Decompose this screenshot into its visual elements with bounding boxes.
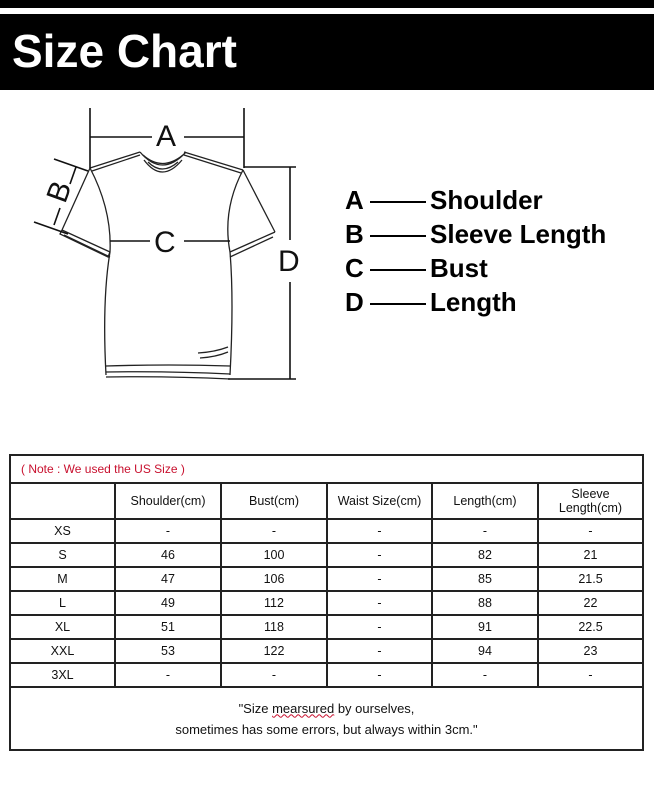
legend-item-bust: C Bust: [345, 253, 488, 283]
size-table: [9, 454, 644, 751]
table-row: [10, 591, 643, 615]
cell-waist: -: [327, 591, 432, 615]
cell-bust: 122: [221, 639, 327, 663]
table-row: [10, 543, 643, 567]
cell-bust: -: [221, 663, 327, 687]
table-row: [10, 615, 643, 639]
table-header-row: [10, 483, 643, 519]
cell-length: 88: [432, 591, 538, 615]
cell-sleeve: -: [538, 519, 643, 543]
note-row: [10, 455, 643, 483]
title-bar: [0, 14, 654, 90]
header-size: [10, 483, 115, 519]
dimension-label-c: C: [154, 226, 176, 259]
cell-sleeve: 21: [538, 543, 643, 567]
cell-shoulder: -: [115, 663, 221, 687]
legend-item-length: D Length: [345, 287, 517, 317]
cell-shoulder: 49: [115, 591, 221, 615]
cell-waist: -: [327, 639, 432, 663]
cell-waist: -: [327, 519, 432, 543]
cell-shoulder: -: [115, 519, 221, 543]
tshirt-diagram: [30, 100, 310, 390]
cell-shoulder: 46: [115, 543, 221, 567]
cell-shoulder: 51: [115, 615, 221, 639]
legend-item-sleeve-length: B Sleeve Length: [345, 219, 607, 249]
cell-waist: -: [327, 543, 432, 567]
cell-bust: 112: [221, 591, 327, 615]
cell-bust: 100: [221, 543, 327, 567]
cell-waist: -: [327, 663, 432, 687]
header-bust: Bust(cm): [221, 483, 327, 519]
cell-size: XXL: [10, 639, 115, 663]
cell-size: S: [10, 543, 115, 567]
header-shoulder: Shoulder(cm): [115, 483, 221, 519]
legend-item-shoulder: A Shoulder: [345, 185, 543, 215]
cell-length: 94: [432, 639, 538, 663]
misspelled-word: mearsured: [272, 700, 335, 716]
cell-sleeve: 22: [538, 591, 643, 615]
cell-shoulder: 47: [115, 567, 221, 591]
cell-shoulder: 53: [115, 639, 221, 663]
cell-bust: -: [221, 519, 327, 543]
header-waist: Waist Size(cm): [327, 483, 432, 519]
dimension-label-d: D: [278, 245, 300, 278]
measurement-disclaimer: "Size mearsured by ourselves, sometimes has some errors, but always within 3cm.": [10, 687, 643, 750]
footer-row: [10, 687, 643, 750]
dash-line: [370, 235, 426, 237]
cell-size: L: [10, 591, 115, 615]
table-row: [10, 639, 643, 663]
cell-size: M: [10, 567, 115, 591]
measurement-legend: [345, 183, 606, 319]
cell-sleeve: -: [538, 663, 643, 687]
dimension-label-a: A: [156, 120, 177, 153]
dash-line: [370, 269, 426, 271]
cell-length: 91: [432, 615, 538, 639]
dash-line: [370, 201, 426, 203]
header-length: Length(cm): [432, 483, 538, 519]
cell-length: 85: [432, 567, 538, 591]
cell-size: XS: [10, 519, 115, 543]
cell-sleeve: 23: [538, 639, 643, 663]
page-title: Size Chart: [12, 25, 237, 77]
cell-length: -: [432, 663, 538, 687]
us-size-note: ( Note : We used the US Size ): [10, 455, 643, 483]
table-row: [10, 519, 643, 543]
top-stripe: [0, 0, 654, 8]
cell-bust: 118: [221, 615, 327, 639]
cell-size: XL: [10, 615, 115, 639]
cell-length: -: [432, 519, 538, 543]
cell-waist: -: [327, 615, 432, 639]
table-row: [10, 567, 643, 591]
cell-size: 3XL: [10, 663, 115, 687]
cell-bust: 106: [221, 567, 327, 591]
dimension-label-b: B: [40, 176, 79, 207]
table-row: [10, 663, 643, 687]
cell-sleeve: 21.5: [538, 567, 643, 591]
cell-waist: -: [327, 567, 432, 591]
cell-sleeve: 22.5: [538, 615, 643, 639]
header-sleeve-length: Sleeve Length(cm): [538, 483, 643, 519]
dash-line: [370, 303, 426, 305]
cell-length: 82: [432, 543, 538, 567]
